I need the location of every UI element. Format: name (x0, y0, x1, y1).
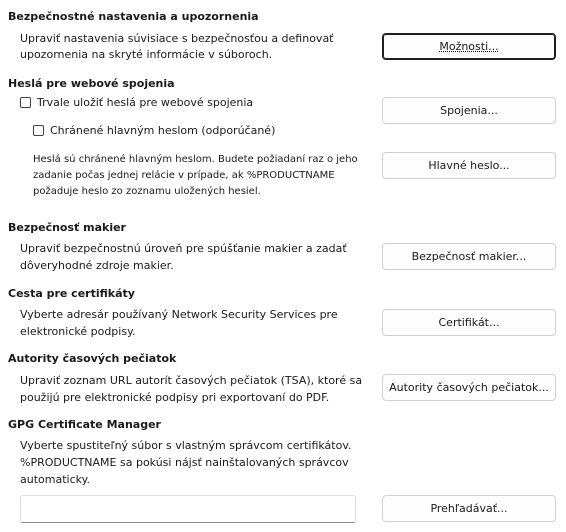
master-password-protection-checkbox[interactable] (33, 124, 275, 137)
macro-security-description-line-2: dôveryhodné zdroje makier. (20, 259, 174, 272)
master-password-info-line-1: Heslá sú chránené hlavným heslom. Budete požiadaní raz o jeho (33, 154, 358, 165)
master-password-protection-checkbox-box[interactable] (33, 125, 44, 136)
browse-button[interactable] (382, 495, 556, 522)
gpg-description-line-3: automaticky. (20, 473, 91, 486)
gpg-manager-heading: GPG Certificate Manager (8, 418, 161, 431)
master-password-info-line-3: požaduje heslo zo zoznamu uložených hesiel. (33, 186, 261, 197)
persist-passwords-checkbox-label: Trvale uložiť heslá pre webové spojenia (37, 96, 254, 109)
security-options-button[interactable] (382, 33, 556, 60)
passwords-heading: Heslá pre webové spojenia (8, 77, 175, 90)
master-password-button-label: Hlavné heslo... (428, 159, 510, 172)
master-password-info-line-2: zadanie počas jednej relácie v prípade, ak %PRODUCTNAME (33, 170, 335, 181)
security-options-heading: Bezpečnostné nastavenia a upozornenia (8, 10, 259, 23)
macro-security-description-line-1: Upraviť bezpečnostnú úroveň pre spúšťanie makier a zadať (20, 242, 347, 255)
connections-button[interactable] (382, 97, 556, 124)
persist-passwords-checkbox-box[interactable] (20, 97, 31, 108)
security-options-description-line-2: upozornenia na skryté informácie v súboroch. (20, 48, 273, 61)
certificate-path-description-line-1: Vyberte adresár používaný Network Security Services pre (20, 308, 338, 321)
security-options-description-line-1: Upraviť nastavenia súvisiace s bezpečnosťou a definovať (20, 32, 334, 45)
persist-passwords-checkbox[interactable] (20, 96, 253, 109)
certificate-path-description-line-2: elektronické podpisy. (20, 325, 136, 338)
gpg-path-input[interactable] (20, 495, 356, 523)
browse-button-label: Prehľadávať... (430, 502, 508, 515)
tsa-description-line-1: Upraviť zoznam URL autorít časových pečiatok (TSA), ktoré sa (20, 374, 363, 387)
tsa-button-label: Autority časových pečiatok... (389, 381, 549, 394)
macro-security-button-label: Bezpečnosť makier... (411, 250, 527, 263)
master-password-button[interactable] (382, 152, 556, 179)
certificate-button[interactable] (382, 309, 556, 336)
tsa-heading: Autority časových pečiatok (8, 352, 177, 365)
certificate-button-label: Certifikát... (438, 316, 500, 329)
tsa-description-line-2: použijú pre elektronické podpisy pri exportovaní do PDF. (20, 391, 330, 404)
connections-button-label: Spojenia... (440, 104, 498, 117)
macro-security-button[interactable] (382, 243, 556, 270)
gpg-description-line-2: %PRODUCTNAME sa pokúsi nájsť nainštalovaných správcov (20, 456, 349, 469)
master-password-protection-checkbox-label: Chránené hlavným heslom (odporúčané) (50, 124, 276, 137)
tsa-button[interactable] (382, 374, 556, 401)
gpg-description-line-1: Vyberte spustiteľný súbor s vlastným správcom certifikátov. (20, 439, 352, 452)
certificate-path-heading: Cesta pre certifikáty (8, 287, 135, 300)
security-options-button-label: Možnosti... (439, 40, 499, 53)
macro-security-heading: Bezpečnosť makier (8, 221, 126, 234)
